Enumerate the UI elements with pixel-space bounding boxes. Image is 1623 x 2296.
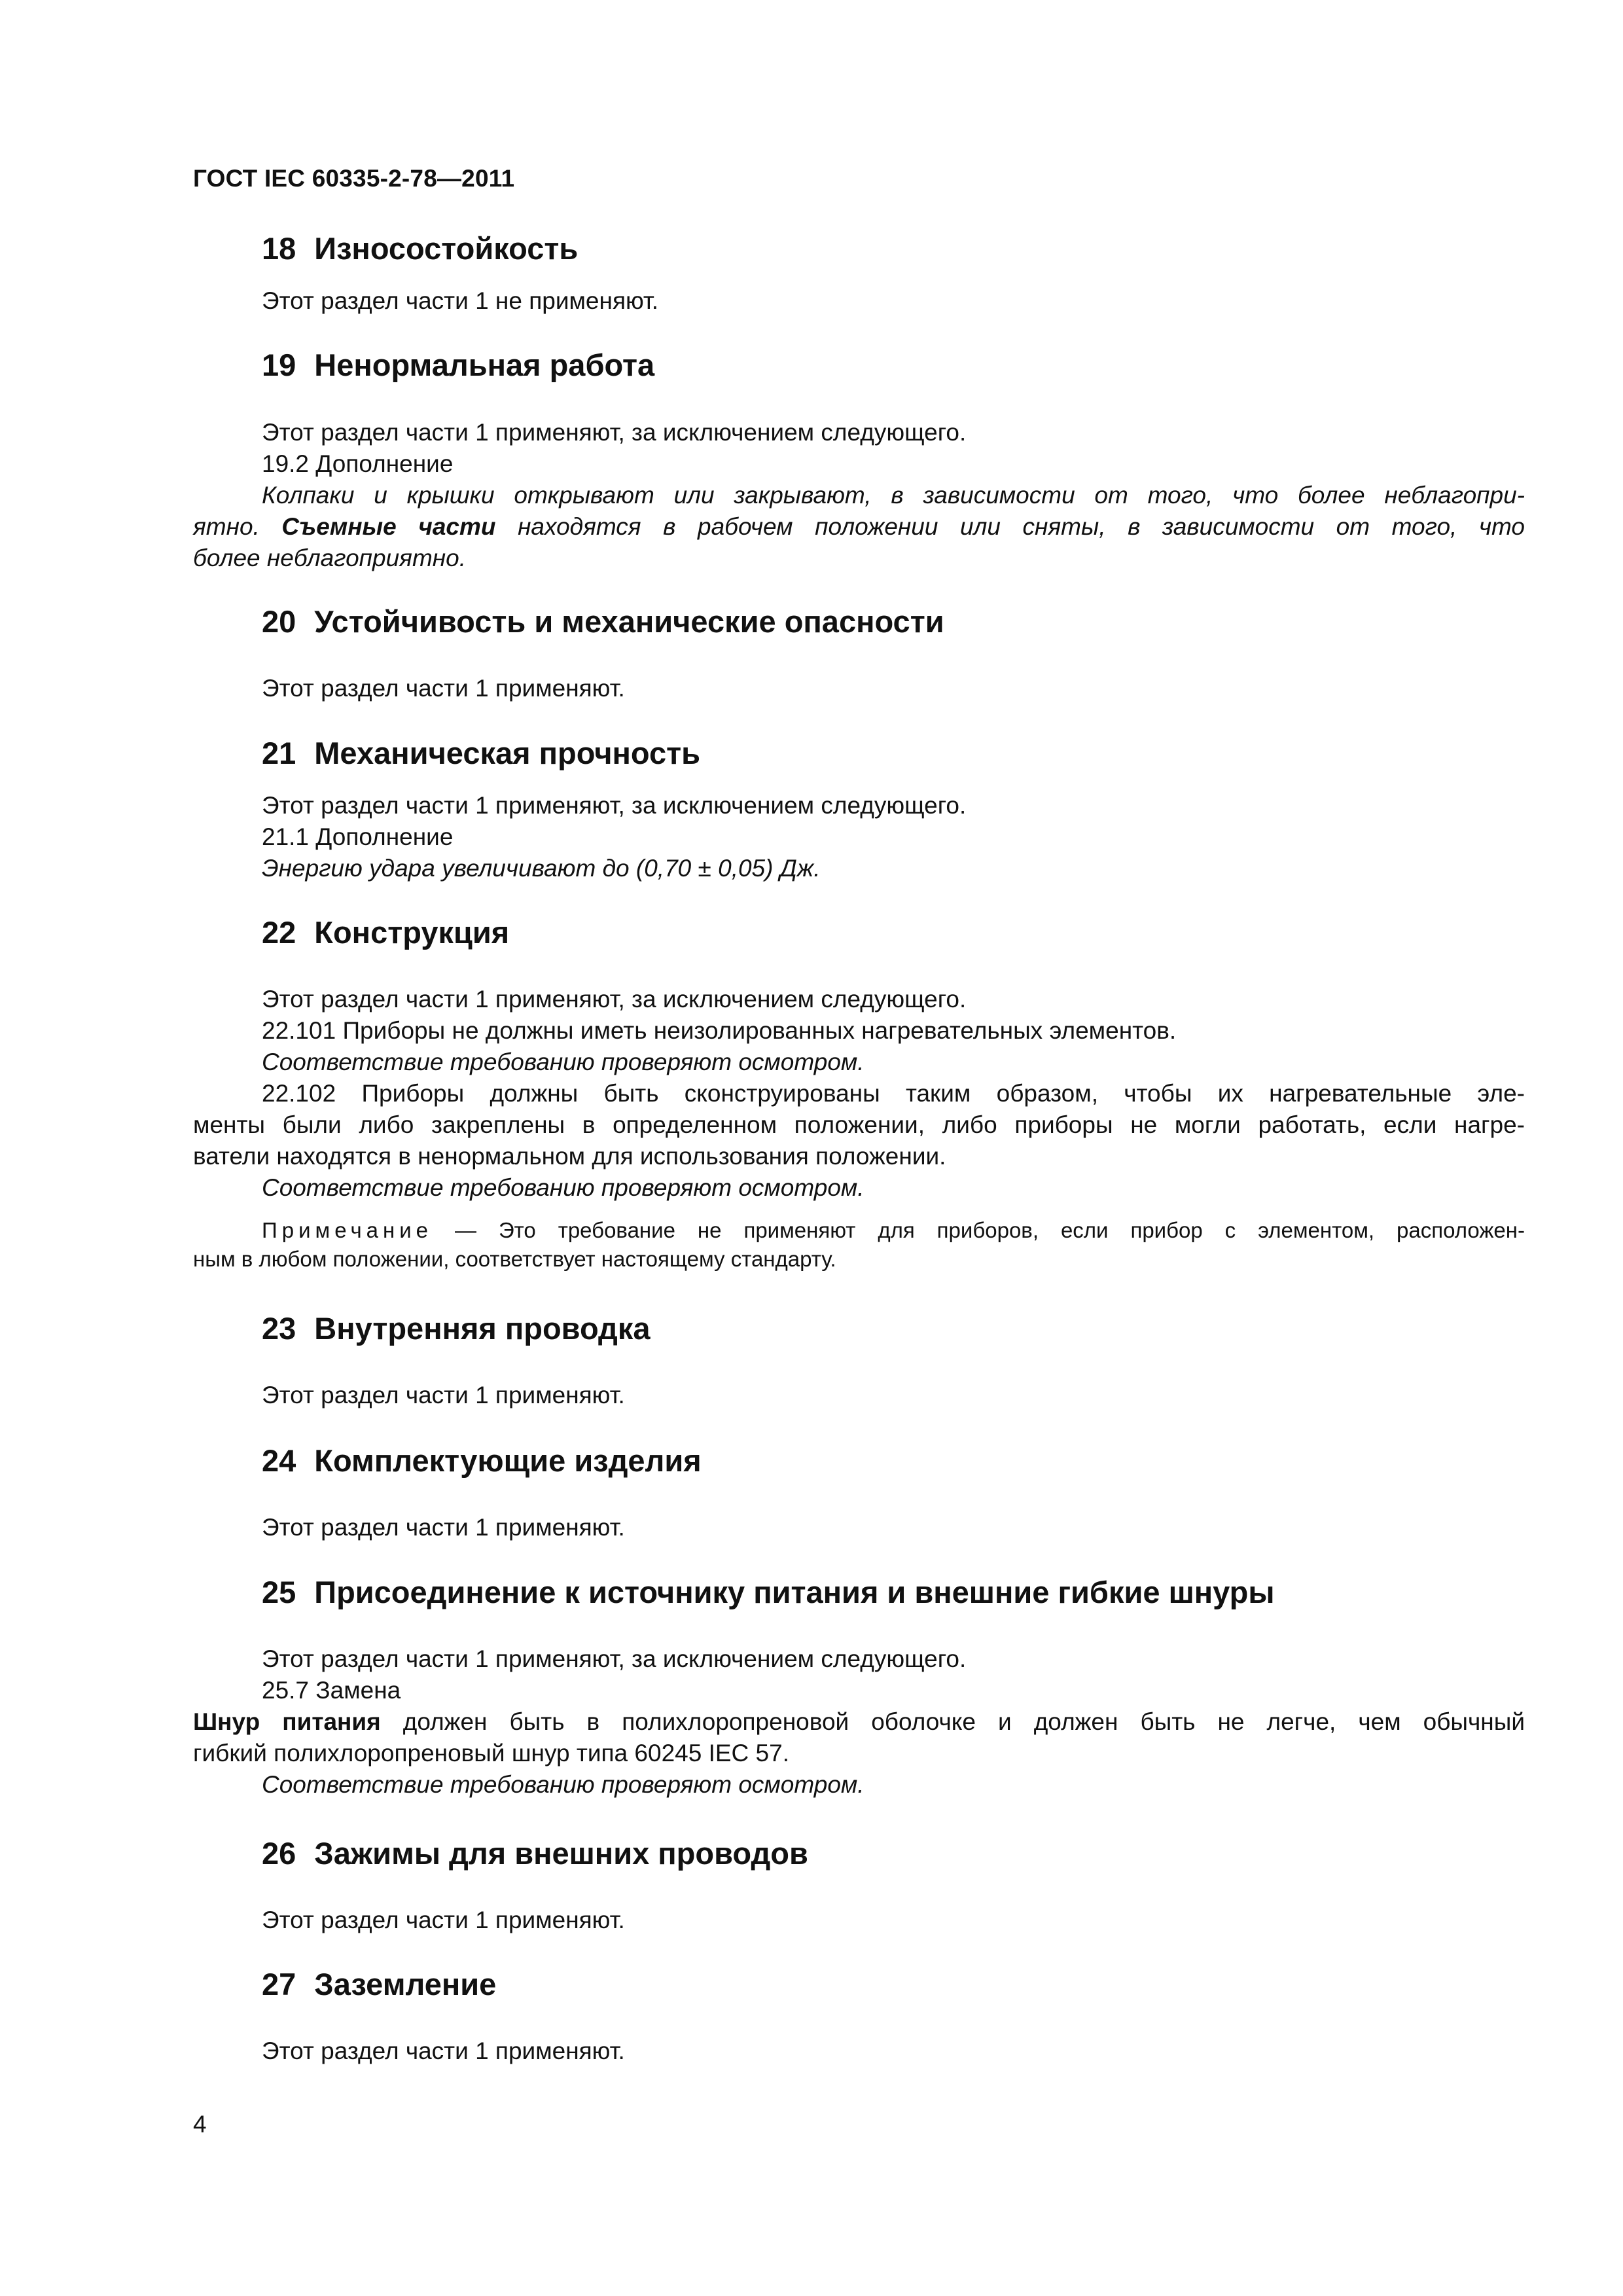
paragraph: Этот раздел части 1 применяют. (262, 1382, 625, 1408)
section-number: 24 (262, 1443, 296, 1478)
section-title: Конструкция (314, 915, 510, 950)
section-title: Присоединение к источнику питания и внешние гибкие шнуры (314, 1575, 1275, 1609)
section-number: 22 (262, 915, 296, 950)
running-head: ГОСТ IEC 60335-2-78—2011 (193, 165, 515, 192)
page-number: 4 (193, 2111, 207, 2138)
section-23-heading (262, 1310, 651, 1346)
paragraph: более неблагоприятно. (193, 545, 466, 571)
section-number: 21 (262, 736, 296, 770)
section-18-heading (262, 230, 578, 266)
section-title: Комплектующие изделия (314, 1443, 702, 1478)
paragraph: 22.102 Приборы должны быть сконструированы таким образом, чтобы их нагревательные эле- (262, 1080, 1525, 1107)
section-24-heading (262, 1443, 702, 1479)
paragraph: Соответствие требованию проверяют осмотром. (262, 1049, 865, 1075)
paragraph: Этот раздел части 1 не применяют. (262, 287, 659, 314)
section-title: Механическая прочность (314, 736, 701, 770)
section-title: Внутренняя проводка (314, 1311, 651, 1346)
section-title: Заземление (314, 1967, 497, 2001)
paragraph: Соответствие требованию проверяют осмотром. (262, 1174, 865, 1201)
paragraph (193, 511, 1525, 543)
section-number: 18 (262, 231, 296, 266)
paragraph: Этот раздел части 1 применяют, за исключением следующего. (262, 419, 967, 446)
section-22-heading (262, 914, 509, 950)
text-run: находятся в рабочем положении или сняты, в зависимости от того, что (495, 513, 1525, 540)
section-26-heading (262, 1835, 808, 1871)
section-25-heading (262, 1574, 1275, 1610)
paragraph: Этот раздел части 1 применяют. (262, 1514, 625, 1541)
paragraph: гибкий полихлоропреновый шнур типа 60245 IEC 57. (193, 1740, 789, 1767)
section-number: 26 (262, 1836, 296, 1871)
section-21-heading (262, 735, 700, 771)
paragraph: Колпаки и крышки открывают или закрывают, в зависимости от того, что более неблагопри- (262, 482, 1525, 509)
paragraph: ватели находятся в ненормальном для использования положении. (193, 1143, 946, 1170)
section-number: 27 (262, 1967, 296, 2001)
note-label: Примечание (262, 1218, 433, 1242)
section-title: Зажимы для внешних проводов (314, 1836, 808, 1871)
note (262, 1216, 1525, 1245)
clause-number: 19.2 Дополнение (262, 450, 454, 477)
defined-term: Съемные части (281, 513, 496, 540)
paragraph: менты были либо закреплены в определенном положении, либо приборы не могли работать, если нагре- (193, 1111, 1525, 1138)
paragraph: Энергию удара увеличивают до (0,70 ± 0,05) Дж. (262, 855, 821, 882)
paragraph (193, 1706, 1525, 1738)
defined-term: Шнур питания (193, 1708, 381, 1735)
section-number: 23 (262, 1311, 296, 1346)
section-20-heading (262, 603, 944, 639)
section-number: 20 (262, 604, 296, 639)
paragraph: Этот раздел части 1 применяют, за исключением следующего. (262, 1645, 967, 1672)
paragraph: Этот раздел части 1 применяют. (262, 675, 625, 702)
section-number: 25 (262, 1575, 296, 1609)
section-title: Устойчивость и механические опасности (314, 604, 944, 639)
note-continuation: ным в любом положении, соответствует настоящему стандарту. (193, 1247, 836, 1271)
section-number: 19 (262, 348, 296, 382)
text-run: ятно. (193, 513, 282, 540)
section-title: Ненормальная работа (314, 348, 655, 382)
clause-number: 21.1 Дополнение (262, 823, 454, 850)
section-title: Износостойкость (314, 231, 579, 266)
paragraph: Этот раздел части 1 применяют. (262, 1907, 625, 1933)
section-27-heading (262, 1966, 496, 2002)
paragraph: Соответствие требованию проверяют осмотром. (262, 1771, 865, 1798)
note-text: — Это требование не применяют для приборов, если прибор с элементом, расположен- (433, 1218, 1525, 1242)
text-run: должен быть в полихлоропреновой оболочке и должен быть не легче, чем обычный (380, 1708, 1525, 1735)
clause-number: 25.7 Замена (262, 1677, 401, 1704)
paragraph: Этот раздел части 1 применяют, за исключением следующего. (262, 986, 967, 1013)
paragraph: Этот раздел части 1 применяют. (262, 2037, 625, 2064)
paragraph: 22.101 Приборы не должны иметь неизолированных нагревательных элементов. (262, 1017, 1177, 1044)
section-19-heading (262, 347, 654, 383)
paragraph: Этот раздел части 1 применяют, за исключением следующего. (262, 792, 967, 819)
